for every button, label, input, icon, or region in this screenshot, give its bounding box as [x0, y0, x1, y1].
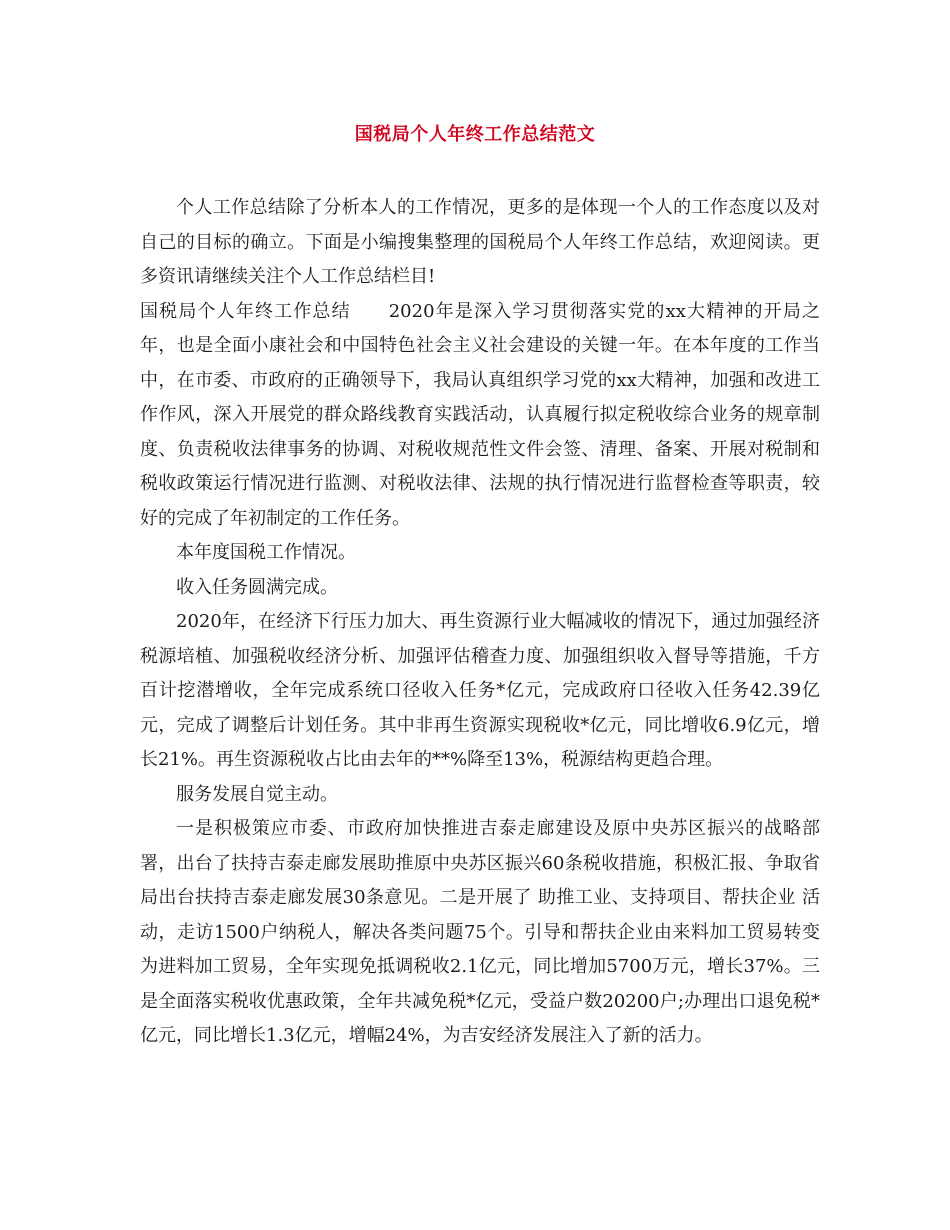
- summary-heading: 国税局个人年终工作总结: [140, 300, 351, 322]
- section-heading-revenue: 收入任务圆满完成。: [176, 576, 338, 598]
- service-paragraph: 一是积极策应市委、市政府加快推进吉泰走廊建设及原中央苏区振兴的战略部署，出台了扶持吉泰走廊发展助推原中央苏区振兴60条税收措施，积极汇报、争取省局出台扶持吉泰走廊发展30条意见。二是开展了 助推工业、支持项目、帮扶企业 活动，走访1500户纳税人，解决各类问题75个。引导和帮扶企业由来料加工贸易转变为进料加工贸易，全年实现免抵调税收2.1亿元，同比增加5700万元，增长37%。三是全面落实税收优惠政策，全年共减免税*亿元，受益户数20200户;办理出口退免税*亿元，同比增长1.3亿元，增幅24%，为吉安经济发展注入了新的活力。: [140, 818, 820, 1046]
- document-title: 国税局个人年终工作总结范文: [354, 124, 596, 145]
- section-heading-service: 服务发展自觉主动。: [176, 783, 338, 805]
- summary-text: 2020年是深入学习贯彻落实党的xx大精神的开局之年，也是全面小康社会和中国特色社会主义社会建设的关键一年。在本年度的工作当中，在市委、市政府的正确领导下，我局认真组织学习党的xx大精神，加强和改进工作作风，深入开展党的群众路线教育实践活动，认真履行拟定税收综合业务的规章制度、负责税收法律事务的协调、对税收规范性文件会签、清理、备案、开展对税制和税收政策运行情况进行监测、对税收法律、法规的执行情况进行监督检查等职责，较好的完成了年初制定的工作任务。: [140, 300, 820, 529]
- document-body: [140, 191, 820, 1054]
- section-heading-work: 本年度国税工作情况。: [176, 542, 356, 563]
- revenue-paragraph: 2020年，在经济下行压力加大、再生资源行业大幅减收的情况下，通过加强经济税源培植、加强税收经济分析、加强评估稽查力度、加强组织收入督导等措施，千方百计挖潜增收，全年完成系统口径收入任务*亿元，完成政府口径收入任务42.39亿元，完成了调整后计划任务。其中非再生资源实现税收*亿元，同比增收6.9亿元，增长21%。再生资源税收占比由去年的**%降至13%，税源结构更趋合理。: [140, 611, 820, 770]
- intro-paragraph: 个人工作总结除了分析本人的工作情况，更多的是体现一个人的工作态度以及对自己的目标的确立。下面是小编搜集整理的国税局个人年终工作总结，欢迎阅读。更多资讯请继续关注个人工作总结栏目!: [140, 197, 820, 287]
- summary-paragraph: [140, 295, 820, 537]
